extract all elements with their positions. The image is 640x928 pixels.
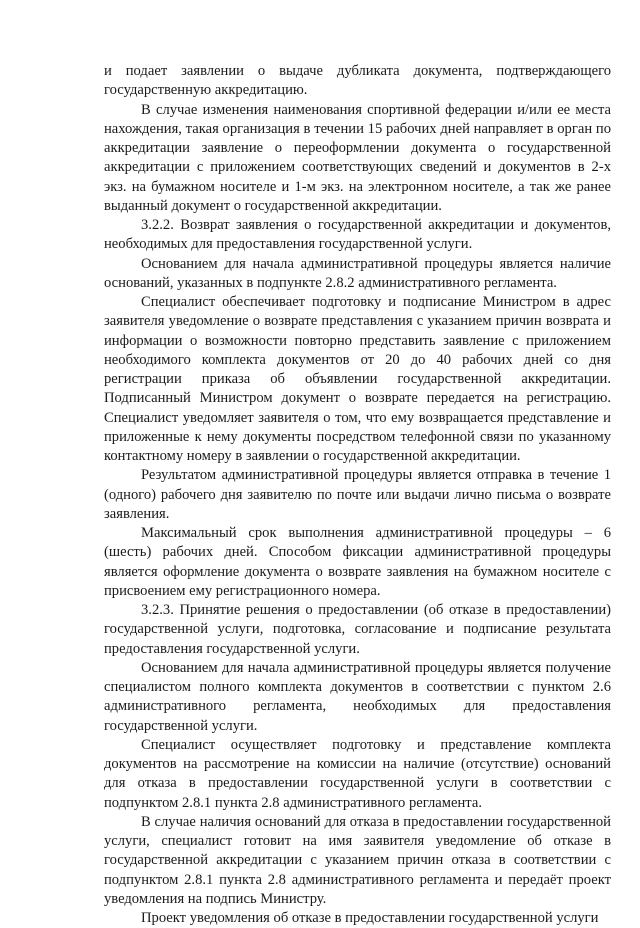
paragraph-procedure-result: Результатом административной процедуры является отправка в течение 1 (одного) рабочего дня заявителю по почте или выдачи лично письма о возврате заявления.: [104, 467, 611, 522]
paragraph-decision-basis: Основанием для начала административной процедуры является получение специалистом полного комплекта документов в соответствии с пунктом 2.6 административного регламента, необходимых для предоставления государственной услуги.: [104, 659, 611, 734]
paragraph-refusal-draft: Проект уведомления об отказе в предоставлении государственной услуги: [141, 910, 599, 926]
paragraph-refusal-grounds: В случае наличия оснований для отказа в предоставлении государственной услуги, специалист готовит на имя заявителя уведомление об отказе в государственной аккредитации с указанием причин отказа в соответствии с подпунктом 2.8.1 пункта 2.8 административного регламента и передаёт проект уведомления на подпись Министру.: [104, 813, 611, 907]
paragraph-federation-change: В случае изменения наименования спортивной федерации и/или ее места нахождения, такая организация в течении 15 рабочих дней направляет в орган по аккредитации заявление о переоформлении документа о государственной аккредитации с приложением соответствующих сведений и документов в 2-х экз. на бумажном носителе и 1-м экз. на электронном носителе, а так же ранее выданный документ о государственной аккредитации.: [104, 101, 611, 214]
section-heading-3-2-2: 3.2.2. Возврат заявления о государственной аккредитации и документов, необходимых для предоставления государственной услуги.: [104, 217, 611, 253]
document-body: [104, 62, 611, 928]
paragraph-procedure-basis: Основанием для начала административной процедуры является наличие оснований, указанных в подпункте 2.8.2 административного регламента.: [104, 255, 611, 291]
paragraph-max-term: Максимальный срок выполнения административной процедуры – 6 (шесть) рабочих дней. Способом фиксации административной процедуры является оформление документа о возврате заявления на бумажном носителе с присвоением ему регистрационного номера.: [104, 525, 611, 599]
paragraph-specialist-return: Специалист обеспечивает подготовку и подписание Министром в адрес заявителя уведомление о возврате представления с указанием причин возврата и информации о возможности повторно представить заявление с приложением необходимого комплекта документов от 20 до 40 рабочих дней со дня регистрации приказа об объявлении государственной аккредитации. Подписанный Министром документ о возврате передается на регистрацию. Специалист уведомляет заявителя о том, что ему возвращается представление и приложенные к нему документы посредством телефонной связи по указанному контактному номеру в заявлении о государственной аккредитации.: [104, 294, 611, 464]
paragraph-commission-review: Специалист осуществляет подготовку и представление комплекта документов на рассмотрение на комиссии на наличие (отсутствие) оснований для отказа в предоставлении государственной услуги в соответствии с подпунктом 2.8.1 пункта 2.8 административного регламента.: [104, 736, 611, 811]
section-heading-3-2-3: 3.2.3. Принятие решения о предоставлении (об отказе в предоставлении) государственной услуги, подготовка, согласование и подписание результата предоставления государственной услуги.: [104, 602, 611, 657]
paragraph-continuation: и подает заявлении о выдаче дубликата документа, подтверждающего государственную аккредитацию.: [104, 63, 611, 99]
